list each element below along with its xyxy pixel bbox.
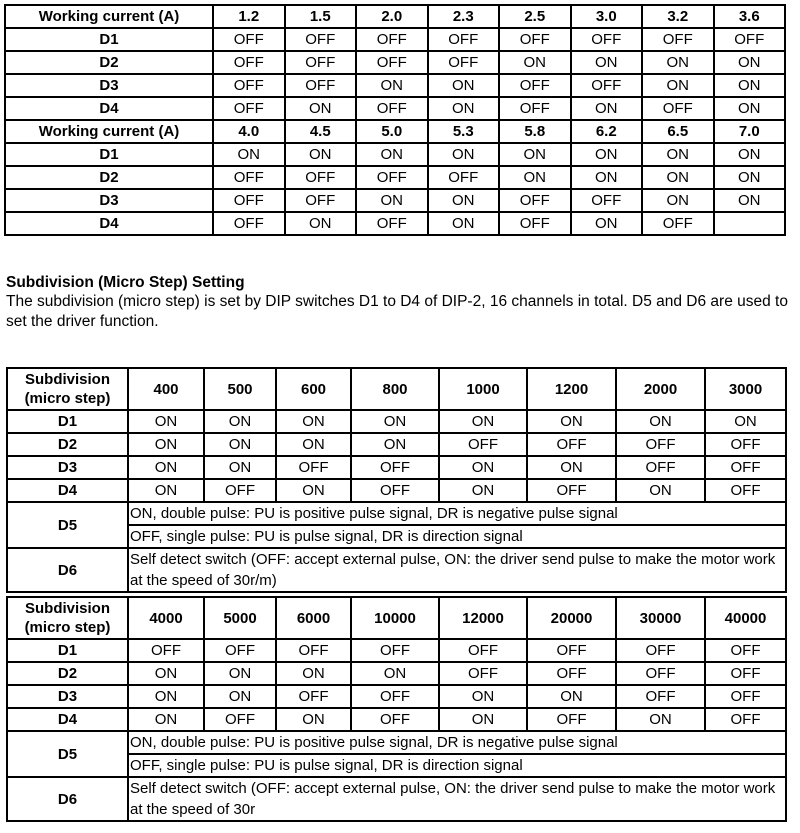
switch-state: OFF <box>351 639 439 662</box>
switch-state: OFF <box>499 189 571 212</box>
switch-state: ON <box>705 410 786 433</box>
d5-row <box>7 731 786 754</box>
switch-state: ON <box>439 708 527 731</box>
switch-label: D1 <box>5 28 213 51</box>
switch-state: ON <box>276 410 351 433</box>
d6-description: Self detect switch (OFF: accept external pulse, ON: the driver send pulse to make the motor work at the speed of 30r <box>128 777 786 821</box>
switch-state: OFF <box>204 639 276 662</box>
current-value: 2.3 <box>428 5 500 28</box>
current-header-label: Working current (A) <box>5 120 213 143</box>
step-value: 400 <box>128 368 204 410</box>
switch-label: D3 <box>7 456 128 479</box>
switch-state: ON <box>571 97 643 120</box>
switch-state: OFF <box>439 662 527 685</box>
switch-state: ON <box>351 410 439 433</box>
switch-state: ON <box>128 708 204 731</box>
switch-state: ON <box>439 685 527 708</box>
d6-row <box>7 777 786 821</box>
switch-state: OFF <box>285 166 357 189</box>
current-header-row <box>5 120 785 143</box>
step-value: 1000 <box>439 368 527 410</box>
switch-state: ON <box>642 51 714 74</box>
step-value: 10000 <box>351 597 439 639</box>
switch-state: OFF <box>213 28 285 51</box>
d5-on-description: ON, double pulse: PU is positive pulse signal, DR is negative pulse signal <box>128 502 786 525</box>
switch-state: ON <box>285 212 357 235</box>
switch-state: ON <box>285 143 357 166</box>
table-row <box>7 639 786 662</box>
table-row <box>5 166 785 189</box>
switch-label: D1 <box>7 639 128 662</box>
current-value: 3.6 <box>714 5 786 28</box>
step-value: 600 <box>276 368 351 410</box>
d5-on-description: ON, double pulse: PU is positive pulse signal, DR is negative pulse signal <box>128 731 786 754</box>
switch-state: OFF <box>213 51 285 74</box>
switch-state: OFF <box>213 189 285 212</box>
switch-state: OFF <box>213 97 285 120</box>
current-value: 4.5 <box>285 120 357 143</box>
switch-label: D2 <box>5 51 213 74</box>
switch-state: ON <box>499 166 571 189</box>
switch-label: D3 <box>7 685 128 708</box>
table-row <box>7 433 786 456</box>
table-row <box>7 456 786 479</box>
step-value: 3000 <box>705 368 786 410</box>
switch-label: D1 <box>5 143 213 166</box>
switch-state: OFF <box>527 662 616 685</box>
step-value: 40000 <box>705 597 786 639</box>
switch-state: OFF <box>351 708 439 731</box>
step-value: 5000 <box>204 597 276 639</box>
switch-state: ON <box>616 410 705 433</box>
subdivision-header-label: Subdivision (micro step) <box>7 368 128 410</box>
switch-state: ON <box>616 708 705 731</box>
switch-state: OFF <box>276 639 351 662</box>
switch-state: ON <box>714 74 786 97</box>
switch-state: OFF <box>356 97 428 120</box>
switch-state: OFF <box>499 74 571 97</box>
switch-state: ON <box>571 212 643 235</box>
switch-state: OFF <box>356 166 428 189</box>
switch-state: ON <box>642 189 714 212</box>
step-value: 30000 <box>616 597 705 639</box>
working-current-table <box>4 4 786 236</box>
switch-state: ON <box>428 143 500 166</box>
switch-state: ON <box>714 189 786 212</box>
current-value: 3.2 <box>642 5 714 28</box>
d5-row <box>7 502 786 525</box>
switch-label: D5 <box>7 731 128 777</box>
switch-state: OFF <box>213 166 285 189</box>
switch-label: D5 <box>7 502 128 548</box>
switch-state: ON <box>128 433 204 456</box>
switch-state: ON <box>527 410 616 433</box>
switch-state: OFF <box>705 479 786 502</box>
current-value: 2.5 <box>499 5 571 28</box>
switch-state: OFF <box>616 639 705 662</box>
switch-label: D3 <box>5 189 213 212</box>
switch-label: D4 <box>5 97 213 120</box>
switch-state: OFF <box>642 28 714 51</box>
switch-state: OFF <box>428 28 500 51</box>
switch-state: OFF <box>571 189 643 212</box>
step-value: 800 <box>351 368 439 410</box>
switch-state: ON <box>276 433 351 456</box>
switch-label: D4 <box>7 479 128 502</box>
switch-state: OFF <box>642 97 714 120</box>
table-row <box>5 28 785 51</box>
table-row <box>5 189 785 212</box>
switch-label: D4 <box>7 708 128 731</box>
switch-state: ON <box>642 74 714 97</box>
switch-state: ON <box>439 479 527 502</box>
switch-label: D4 <box>5 212 213 235</box>
d6-description: Self detect switch (OFF: accept external pulse, ON: the driver send pulse to make the motor work at the speed of 30r/m) <box>128 548 786 592</box>
switch-state: OFF <box>705 685 786 708</box>
switch-state: OFF <box>705 433 786 456</box>
switch-state: OFF <box>499 28 571 51</box>
switch-state: OFF <box>276 685 351 708</box>
switch-state: ON <box>356 189 428 212</box>
switch-state: ON <box>276 479 351 502</box>
switch-state: ON <box>351 433 439 456</box>
switch-state: OFF <box>705 708 786 731</box>
step-value: 20000 <box>527 597 616 639</box>
current-value: 5.0 <box>356 120 428 143</box>
section-description: The subdivision (micro step) is set by DIP switches D1 to D4 of DIP-2, 16 channels in total. D5 and D6 are used to set the driver function. <box>6 293 788 330</box>
switch-state: ON <box>714 166 786 189</box>
subdivision-header-label: Subdivision (micro step) <box>7 597 128 639</box>
table-row <box>5 74 785 97</box>
switch-state: OFF <box>439 433 527 456</box>
current-value: 5.8 <box>499 120 571 143</box>
switch-label: D6 <box>7 777 128 821</box>
subdivision-header-row <box>7 368 786 410</box>
switch-state: OFF <box>351 456 439 479</box>
section-title: Subdivision (Micro Step) Setting <box>6 274 245 291</box>
switch-state: OFF <box>616 456 705 479</box>
switch-state: OFF <box>527 479 616 502</box>
switch-state: OFF <box>616 685 705 708</box>
table-row <box>5 143 785 166</box>
subdivision-table-1 <box>6 367 787 593</box>
switch-state <box>714 212 786 235</box>
switch-state: OFF <box>276 456 351 479</box>
d5-off-description: OFF, single pulse: PU is pulse signal, DR is direction signal <box>128 754 786 777</box>
switch-state: ON <box>356 74 428 97</box>
switch-state: OFF <box>439 639 527 662</box>
switch-state: ON <box>276 708 351 731</box>
current-value: 4.0 <box>213 120 285 143</box>
switch-state: OFF <box>351 479 439 502</box>
current-header-label: Working current (A) <box>5 5 213 28</box>
switch-state: ON <box>714 97 786 120</box>
switch-state: ON <box>204 685 276 708</box>
current-value: 6.5 <box>642 120 714 143</box>
switch-state: ON <box>527 456 616 479</box>
switch-state: OFF <box>351 685 439 708</box>
switch-state: OFF <box>285 51 357 74</box>
switch-state: ON <box>128 479 204 502</box>
switch-state: ON <box>642 166 714 189</box>
current-value: 1.2 <box>213 5 285 28</box>
switch-state: ON <box>204 433 276 456</box>
switch-state: OFF <box>428 51 500 74</box>
switch-state: OFF <box>642 212 714 235</box>
switch-state: OFF <box>571 74 643 97</box>
switch-state: OFF <box>356 212 428 235</box>
switch-state: OFF <box>705 662 786 685</box>
switch-state: ON <box>616 479 705 502</box>
switch-state: ON <box>428 97 500 120</box>
switch-state: ON <box>439 456 527 479</box>
switch-label: D3 <box>5 74 213 97</box>
table-row <box>7 479 786 502</box>
switch-state: OFF <box>527 433 616 456</box>
table-row <box>5 97 785 120</box>
current-value: 2.0 <box>356 5 428 28</box>
switch-state: OFF <box>285 28 357 51</box>
switch-state: ON <box>356 143 428 166</box>
switch-state: ON <box>204 410 276 433</box>
switch-state: OFF <box>356 28 428 51</box>
switch-state: ON <box>128 685 204 708</box>
switch-label: D2 <box>7 433 128 456</box>
step-value: 500 <box>204 368 276 410</box>
switch-state: ON <box>204 456 276 479</box>
switch-state: ON <box>571 166 643 189</box>
switch-state: OFF <box>527 639 616 662</box>
switch-state: ON <box>276 662 351 685</box>
step-value: 1200 <box>527 368 616 410</box>
switch-state: ON <box>714 143 786 166</box>
current-value: 6.2 <box>571 120 643 143</box>
current-value: 7.0 <box>714 120 786 143</box>
switch-state: OFF <box>356 51 428 74</box>
switch-state: OFF <box>204 708 276 731</box>
subdivision-section <box>6 274 800 332</box>
switch-state: ON <box>213 143 285 166</box>
table-row <box>7 685 786 708</box>
step-value: 4000 <box>128 597 204 639</box>
switch-state: OFF <box>285 74 357 97</box>
switch-state: OFF <box>499 97 571 120</box>
current-value: 5.3 <box>428 120 500 143</box>
switch-state: OFF <box>616 662 705 685</box>
switch-state: ON <box>428 74 500 97</box>
switch-state: ON <box>428 189 500 212</box>
switch-state: ON <box>571 51 643 74</box>
switch-state: OFF <box>213 212 285 235</box>
current-value: 1.5 <box>285 5 357 28</box>
switch-state: OFF <box>571 28 643 51</box>
switch-state: ON <box>428 212 500 235</box>
switch-state: ON <box>571 143 643 166</box>
step-value: 12000 <box>439 597 527 639</box>
switch-state: ON <box>128 410 204 433</box>
switch-state: OFF <box>705 456 786 479</box>
switch-state: ON <box>527 685 616 708</box>
switch-label: D1 <box>7 410 128 433</box>
switch-state: ON <box>128 662 204 685</box>
switch-state: ON <box>351 662 439 685</box>
switch-label: D2 <box>5 166 213 189</box>
switch-state: OFF <box>616 433 705 456</box>
step-value: 2000 <box>616 368 705 410</box>
table-row <box>5 212 785 235</box>
step-value: 6000 <box>276 597 351 639</box>
d6-row <box>7 548 786 592</box>
switch-state: OFF <box>714 28 786 51</box>
table-row <box>7 410 786 433</box>
switch-label: D2 <box>7 662 128 685</box>
switch-state: OFF <box>527 708 616 731</box>
switch-state: OFF <box>204 479 276 502</box>
switch-state: ON <box>204 662 276 685</box>
switch-state: OFF <box>285 189 357 212</box>
switch-state: ON <box>714 51 786 74</box>
switch-state: ON <box>128 456 204 479</box>
switch-state: OFF <box>213 74 285 97</box>
switch-state: ON <box>285 97 357 120</box>
switch-state: ON <box>439 410 527 433</box>
switch-state: OFF <box>428 166 500 189</box>
switch-label: D6 <box>7 548 128 592</box>
table-row <box>5 51 785 74</box>
subdivision-table-2 <box>6 596 787 822</box>
table-row <box>7 662 786 685</box>
switch-state: ON <box>642 143 714 166</box>
subdivision-header-row <box>7 597 786 639</box>
table-row <box>7 708 786 731</box>
current-value: 3.0 <box>571 5 643 28</box>
switch-state: OFF <box>128 639 204 662</box>
switch-state: ON <box>499 51 571 74</box>
current-header-row <box>5 5 785 28</box>
switch-state: ON <box>499 143 571 166</box>
switch-state: OFF <box>499 212 571 235</box>
switch-state: OFF <box>705 639 786 662</box>
d5-off-description: OFF, single pulse: PU is pulse signal, DR is direction signal <box>128 525 786 548</box>
